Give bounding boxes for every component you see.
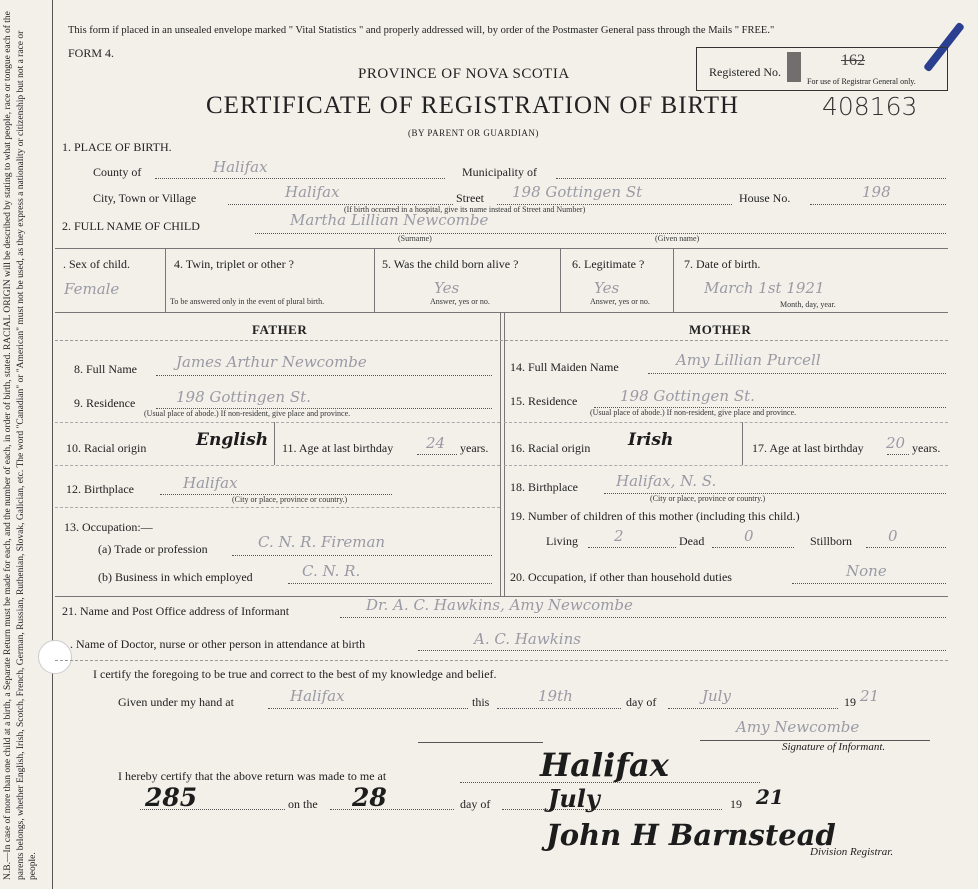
father-birth-value: Halifax xyxy=(183,474,238,492)
father-business-label: (b) Business in which employed xyxy=(98,570,253,584)
given-month: July xyxy=(702,687,731,705)
sidebar-note-text: N.B.—In case of more than one child at a birth, a Separate Return must be made for each, and the number of each, in order of birth, stated. RACIAL ORIGIN will be described by stating to what people, race or tongue each of the parents belongs, whether English, Irish, Scotch, French, German, Russian, Ruthenian, Slovak, Galician, etc. The word "Canadian" or "American" must not be used, as they express a nationality or citizenship but not a race or people. xyxy=(3,11,38,880)
date-label: 7. Date of birth. xyxy=(684,257,761,271)
county-value: Halifax xyxy=(213,158,268,176)
informant-value: Dr. A. C. Hawkins, Amy Newcombe xyxy=(366,596,633,614)
father-age-value: 24 xyxy=(426,434,446,452)
registrar-day: 28 xyxy=(352,783,387,812)
certificate-number: 408163 xyxy=(822,92,918,121)
registrar-year: 21 xyxy=(756,785,784,809)
house-value: 198 xyxy=(862,183,891,201)
legit-note: Answer, yes or no. xyxy=(590,297,650,306)
father-name-value: James Arthur Newcombe xyxy=(176,353,367,371)
informant-signature: Amy Newcombe xyxy=(736,718,860,736)
dead-value: 0 xyxy=(744,527,754,545)
punch-hole xyxy=(38,640,72,674)
mother-birth-value: Halifax, N. S. xyxy=(616,472,717,490)
registrar-note: For use of Registrar General only. xyxy=(807,77,916,86)
informant-label: 21. Name and Post Office address of Informant xyxy=(62,604,290,618)
municipality-label: Municipality of xyxy=(462,165,537,179)
legit-label: 6. Legitimate ? xyxy=(572,257,645,271)
hospital-note: (If birth occurred in a hospital, give its name instead of Street and Number) xyxy=(344,205,586,214)
informant-signature-label: Signature of Informant. xyxy=(782,741,886,753)
child-name-label: 2. FULL NAME OF CHILD xyxy=(62,219,200,233)
registered-label: Registered No. xyxy=(709,65,781,79)
alive-value: Yes xyxy=(434,279,460,297)
sidebar-note xyxy=(2,10,52,880)
stamp-mark xyxy=(787,52,801,82)
street-value: 198 Gottingen St xyxy=(512,183,643,201)
mother-res-note: (Usual place of abode.) If non-resident, give place and province. xyxy=(590,408,797,417)
father-race-label: 10. Racial origin xyxy=(66,441,147,455)
father-race-value: English xyxy=(196,430,269,450)
father-res-label: 9. Residence xyxy=(74,396,136,410)
mother-race-label: 16. Racial origin xyxy=(510,441,591,455)
registered-box xyxy=(696,47,948,91)
mother-name-value: Amy Lillian Purcell xyxy=(676,351,821,369)
given-label: Given under my hand at xyxy=(118,695,234,709)
doctor-label: . Name of Doctor, nurse or other person in attendance at birth xyxy=(70,637,366,651)
certificate-title: CERTIFICATE OF REGISTRATION OF BIRTH xyxy=(206,92,740,119)
father-res-note: (Usual place of abode.) If non-resident, give place and province. xyxy=(144,409,351,418)
twin-label: 4. Twin, triplet or other ? xyxy=(174,257,294,271)
father-res-value: 198 Gottingen St. xyxy=(176,388,311,406)
given-year: 21 xyxy=(860,687,880,705)
registrar-on-label: on the xyxy=(288,797,318,811)
mother-occ-label: 20. Occupation, if other than household duties xyxy=(510,570,732,584)
form-number: FORM 4. xyxy=(68,46,115,60)
living-value: 2 xyxy=(614,527,624,545)
this-label: this xyxy=(472,695,490,709)
father-trade-label: (a) Trade or profession xyxy=(98,542,208,556)
stillborn-label: Stillborn xyxy=(810,534,853,548)
doctor-value: A. C. Hawkins xyxy=(474,630,581,648)
given-day: 19th xyxy=(538,687,573,705)
date-note: Month, day, year. xyxy=(780,300,836,309)
child-name-value: Martha Lillian Newcombe xyxy=(290,211,489,229)
alive-note: Answer, yes or no. xyxy=(430,297,490,306)
stillborn-value: 0 xyxy=(888,527,898,545)
father-birth-label: 12. Birthplace xyxy=(66,482,134,496)
sex-label: . Sex of child. xyxy=(63,257,130,271)
father-business-value: C. N. R. xyxy=(302,562,361,580)
mother-occ-value: None xyxy=(846,562,887,580)
date-value: March 1st 1921 xyxy=(704,279,825,297)
father-trade-value: C. N. R. Fireman xyxy=(258,533,386,551)
sex-value: Female xyxy=(64,280,120,298)
registrar-signature-label: Division Registrar. xyxy=(810,846,894,858)
father-occ-label: 13. Occupation:— xyxy=(64,520,153,534)
twin-note: To be answered only in the event of plural birth. xyxy=(170,297,325,306)
father-age-label: 11. Age at last birthday xyxy=(282,441,394,455)
alive-label: 5. Was the child born alive ? xyxy=(382,257,519,271)
given-place: Halifax xyxy=(290,687,345,705)
father-birth-note: (City or place, province or country.) xyxy=(232,495,348,504)
mother-heading: MOTHER xyxy=(689,322,752,337)
registrar-month: July xyxy=(548,784,600,813)
province-heading: PROVINCE OF NOVA SCOTIA xyxy=(358,66,570,82)
city-label: City, Town or Village xyxy=(93,191,197,205)
father-name-label: 8. Full Name xyxy=(74,362,137,376)
registrar-signature: John H Barnstead xyxy=(546,818,836,852)
registered-value: 162 xyxy=(841,52,865,69)
living-label: Living xyxy=(546,534,578,548)
certificate-subtitle: (BY PARENT OR GUARDIAN) xyxy=(408,128,539,138)
father-heading: FATHER xyxy=(252,322,308,337)
registrar-number: 285 xyxy=(145,783,198,812)
mother-res-value: 198 Gottingen St. xyxy=(620,387,755,405)
father-years: years. xyxy=(460,441,489,455)
mother-age-value: 20 xyxy=(886,434,906,452)
surname-note: (Surname) xyxy=(398,234,432,243)
place-heading: 1. PLACE OF BIRTH. xyxy=(62,140,172,154)
registrar-day-label: day of xyxy=(460,797,491,811)
given-name-note: (Given name) xyxy=(655,234,700,243)
registrar-text: I hereby certify that the above return was made to me at xyxy=(118,769,387,783)
mother-children-label: 19. Number of children of this mother (including this child.) xyxy=(510,509,800,523)
city-value: Halifax xyxy=(285,183,340,201)
mother-res-label: 15. Residence xyxy=(510,394,578,408)
given-year-prefix: 19 xyxy=(844,695,856,709)
mother-birth-note: (City or place, province or country.) xyxy=(650,494,766,503)
given-day-label: day of xyxy=(626,695,657,709)
mother-name-label: 14. Full Maiden Name xyxy=(510,360,619,374)
street-label: Street xyxy=(456,191,484,205)
mother-race-value: Irish xyxy=(628,430,674,450)
house-label: House No. xyxy=(739,191,791,205)
mail-note: This form if placed in an unsealed envelope marked " Vital Statistics " and properly addressed will, by order of the Postmaster General pass through the Mails " FREE." xyxy=(68,25,775,36)
legit-value: Yes xyxy=(594,279,620,297)
registrar-place: Halifax xyxy=(540,746,669,784)
mother-birth-label: 18. Birthplace xyxy=(510,480,578,494)
registrar-year-prefix: 19 xyxy=(730,797,742,811)
certify-text: I certify the foregoing to be true and correct to the best of my knowledge and belief. xyxy=(93,667,497,681)
mother-years: years. xyxy=(912,441,941,455)
dead-label: Dead xyxy=(679,534,705,548)
county-label: County of xyxy=(93,165,142,179)
mother-age-label: 17. Age at last birthday xyxy=(752,441,864,455)
